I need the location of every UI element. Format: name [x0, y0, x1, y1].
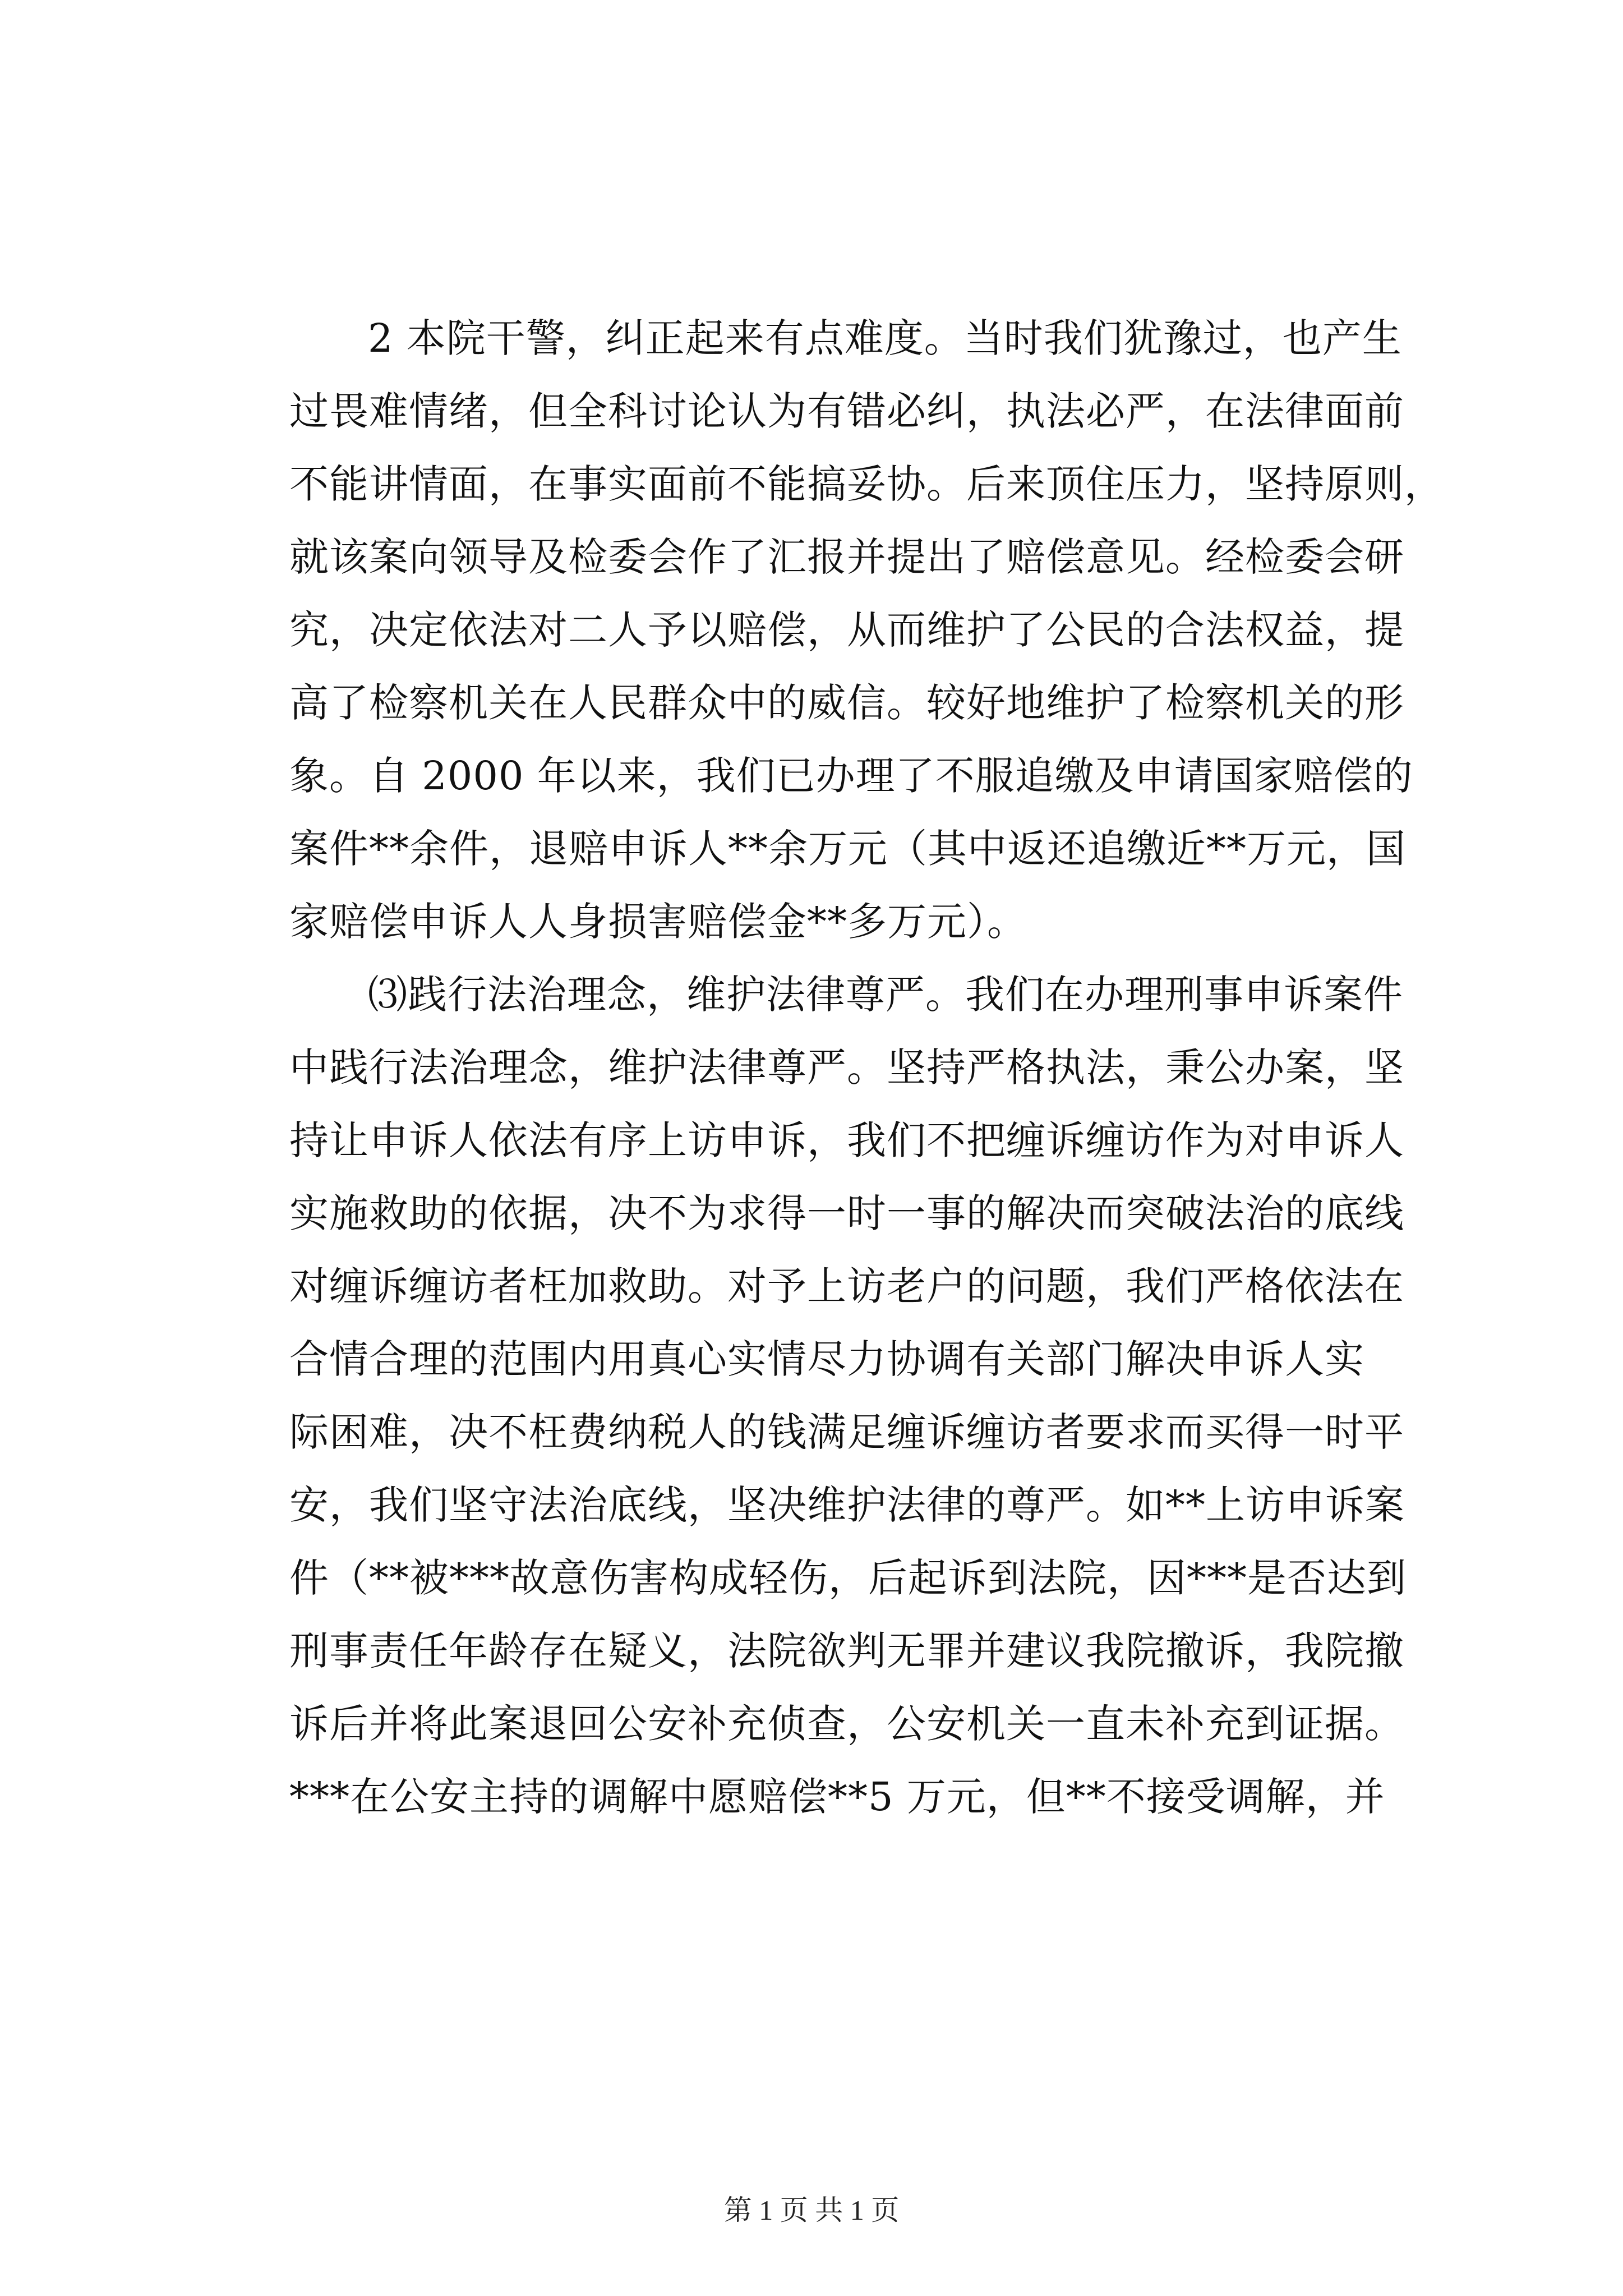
- paragraph-2-line-5: 对缠诉缠访者枉加救助。对予上访老户的问题，我们严格依法在: [289, 1263, 1404, 1309]
- document-body: [289, 302, 1444, 1833]
- paragraph-2-line-3: 持让申诉人依法有序上访申诉，我们不把缠诉缠访作为对申诉人: [289, 1117, 1404, 1163]
- paragraph-1-line-5: 究，决定依法对二人予以赔偿，从而维护了公民的合法权益，提: [289, 607, 1404, 653]
- paragraph-2-line-9: 件（**被***故意伤害构成轻伤，后起诉到法院，因***是否达到: [289, 1555, 1407, 1601]
- paragraph-1-line-7: 象。自 2000 年以来，我们已办理了不服追缴及申请国家赔偿的: [289, 753, 1413, 799]
- paragraph-1-line-1: 2 本院干警，纠正起来有点难度。当时我们犹豫过，也产生: [368, 315, 1402, 361]
- paragraph-2-line-1: ⑶践行法治理念，维护法律尊严。我们在办理刑事申诉案件: [368, 972, 1403, 1018]
- page-footer: [0, 2191, 1623, 2230]
- paragraph-2-line-12: ***在公安主持的调解中愿赔偿**5 万元，但**不接受调解，并: [289, 1774, 1385, 1820]
- paragraph-2-line-2: 中践行法治理念，维护法律尊严。坚持严格执法，秉公办案，坚: [289, 1045, 1404, 1091]
- page-number-label: 第 1 页 共 1 页: [723, 2194, 900, 2226]
- paragraph-1-line-4: 就该案向领导及检委会作了汇报并提出了赔偿意见。经检委会研: [289, 534, 1404, 580]
- paragraph-2-line-11: 诉后并将此案退回公安补充侦查，公安机关一直未补充到证据。: [289, 1701, 1404, 1747]
- paragraph-1-line-6: 高了检察机关在人民群众中的威信。较好地维护了检察机关的形: [289, 680, 1404, 726]
- paragraph-2-line-6: 合情合理的范围内用真心实情尽力协调有关部门解决申诉人实: [289, 1336, 1364, 1382]
- paragraph-2-line-10: 刑事责任年龄存在疑义，法院欲判无罪并建议我院撤诉，我院撤: [289, 1628, 1404, 1674]
- paragraph-1-line-9: 家赔偿申诉人人身损害赔偿金**多万元）。: [289, 899, 1027, 945]
- paragraph-2-line-4: 实施救助的依据，决不为求得一时一事的解决而突破法治的底线: [289, 1190, 1404, 1236]
- paragraph-2-line-7: 际困难，决不枉费纳税人的钱满足缠诉缠访者要求而买得一时平: [289, 1409, 1404, 1455]
- paragraph-1-line-2: 过畏难情绪，但全科讨论认为有错必纠，执法必严，在法律面前: [289, 388, 1404, 434]
- paragraph-2-line-8: 安，我们坚守法治底线，坚决维护法律的尊严。如**上访申诉案: [289, 1482, 1405, 1528]
- paragraph-1-line-8: 案件**余件，退赔申诉人**余万元（其中返还追缴近**万元，国: [289, 826, 1406, 872]
- paragraph-1-line-3: 不能讲情面，在事实面前不能搞妥协。后来顶住压力，坚持原则，: [289, 461, 1444, 507]
